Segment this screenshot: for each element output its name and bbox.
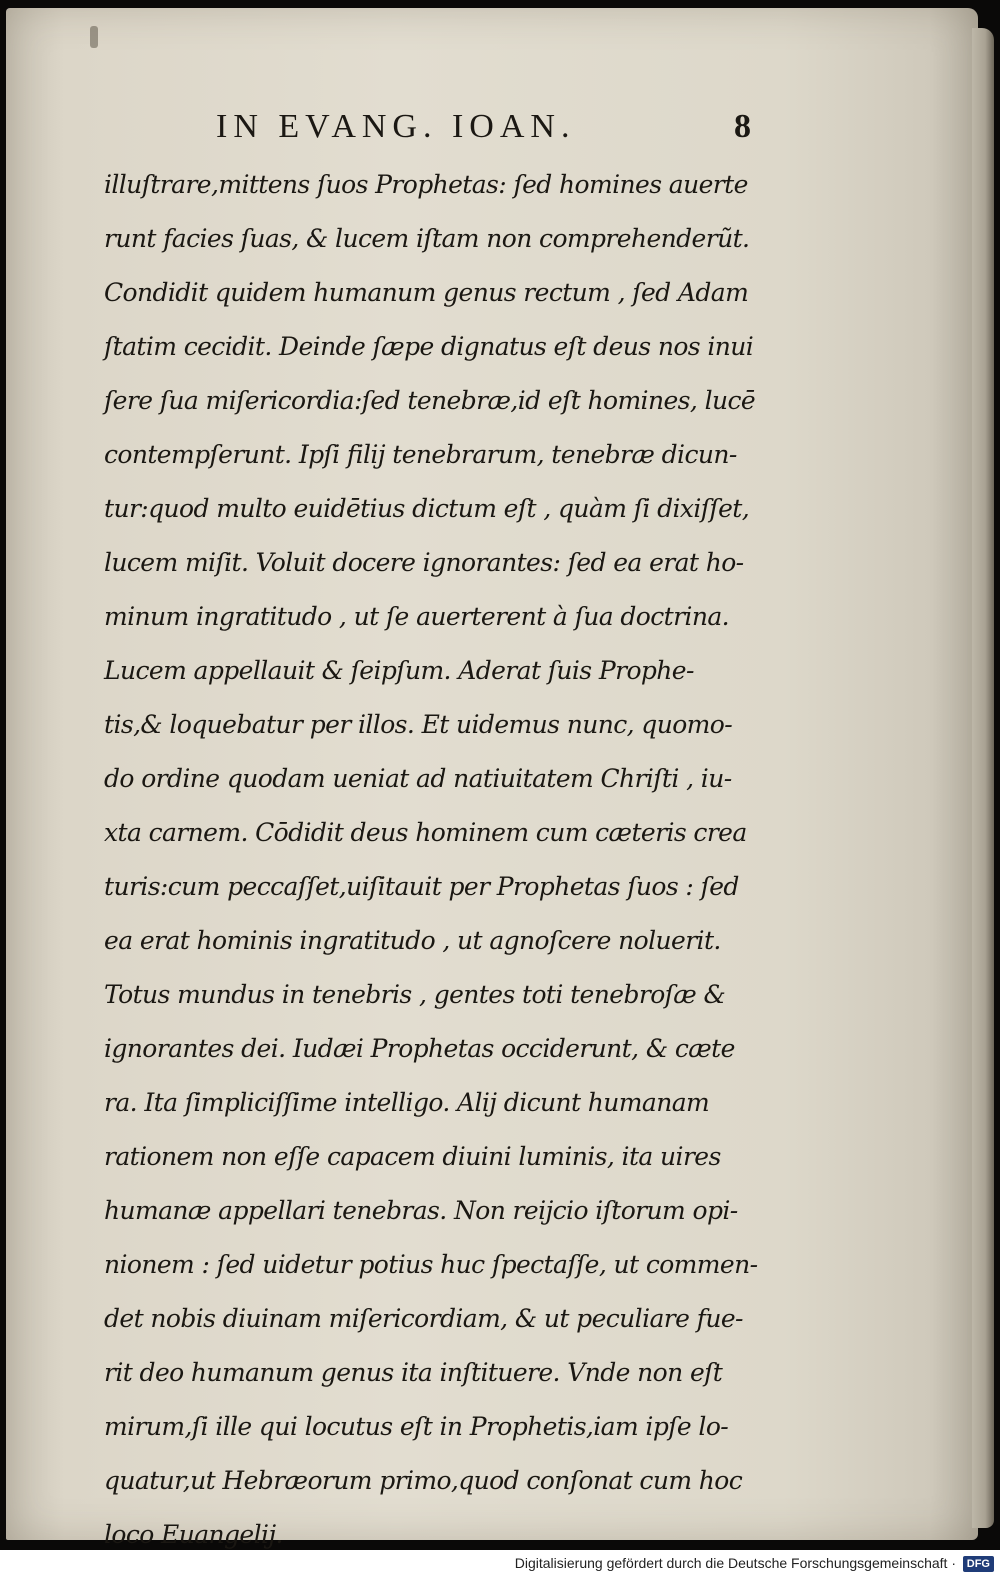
running-head: IN EVANG. IOAN. <box>216 108 576 145</box>
text-line: tur:quod multo euidētius dictum eſt , quàm ſi dixiſſet, <box>104 494 750 523</box>
text-line: rationem non eſſe capacem diuini luminis, ita uires <box>104 1142 721 1171</box>
text-line: rit deo humanum genus ita inſtituere. Vnde non eſt <box>104 1358 723 1387</box>
book-page <box>6 8 978 1549</box>
text-line: minum ingratitudo , ut ſe auerterent à ſua doctrina. <box>104 602 729 631</box>
text-line: ſtatim cecidit. Deinde ſæpe dignatus eſt deus nos inui <box>104 332 754 361</box>
text-line: tis,& loquebatur per illos. Et uidemus nunc, quomo- <box>104 710 733 739</box>
text-line: illuſtrare,mittens ſuos Prophetas: ſed homines auerte <box>104 170 748 199</box>
footer-bar <box>0 1550 1000 1578</box>
text-block <box>104 158 774 1562</box>
text-line: Totus mundus in tenebris , gentes toti tenebroſæ & <box>104 980 726 1009</box>
text-line: quatur,ut Hebræorum primo,quod conſonat cum hoc <box>104 1466 743 1495</box>
text-line: det nobis diuinam miſericordiam, & ut peculiare fue- <box>104 1304 743 1333</box>
text-line: ra. Ita ſimpliciſſime intelligo. Alij dicunt humanam <box>104 1088 710 1117</box>
text-line: nionem : ſed uidetur potius huc ſpectaſſe, ut commen- <box>104 1250 758 1279</box>
text-line: Condidit quidem humanum genus rectum , ſed Adam <box>104 278 749 307</box>
text-line: contempſerunt. Ipſi filij tenebrarum, tenebræ dicun- <box>104 440 737 469</box>
text-line: turis:cum peccaſſet,uiſitauit per Prophetas ſuos : ſed <box>104 872 739 901</box>
text-line: mirum,ſi ille qui locutus eſt in Prophetis,iam ipſe lo- <box>104 1412 729 1441</box>
ink-smudge <box>90 26 98 48</box>
text-line: ea erat hominis ingratitudo , ut agnoſcere noluerit. <box>104 926 721 955</box>
page-number: 8 <box>734 108 751 145</box>
dfg-logo: DFG <box>963 1556 994 1572</box>
text-line: xta carnem. Cōdidit deus hominem cum cæteris crea <box>104 818 747 847</box>
digitization-credit: Digitalisierung gefördert durch die Deutsche Forschungsgemeinschaft · <box>514 1555 956 1571</box>
page-edge <box>972 28 994 1528</box>
text-line: runt facies ſuas, & lucem iſtam non comprehenderũt. <box>104 224 750 253</box>
text-line: ignorantes dei. Iudæi Prophetas occiderunt, & cæte <box>104 1034 735 1063</box>
text-line: loco Euangelij. <box>104 1520 283 1549</box>
text-line: Lucem appellauit & ſeipſum. Aderat ſuis Prophe- <box>104 656 694 685</box>
text-line: humanæ appellari tenebras. Non reijcio iſtorum opi- <box>104 1196 738 1225</box>
text-line: lucem miſit. Voluit docere ignorantes: ſed ea erat ho- <box>104 548 744 577</box>
text-line: ſere ſua miſericordia:ſed tenebræ,id eſt homines, lucē <box>104 386 756 415</box>
text-line: do ordine quodam ueniat ad natiuitatem Chriſti , iu- <box>104 764 732 793</box>
